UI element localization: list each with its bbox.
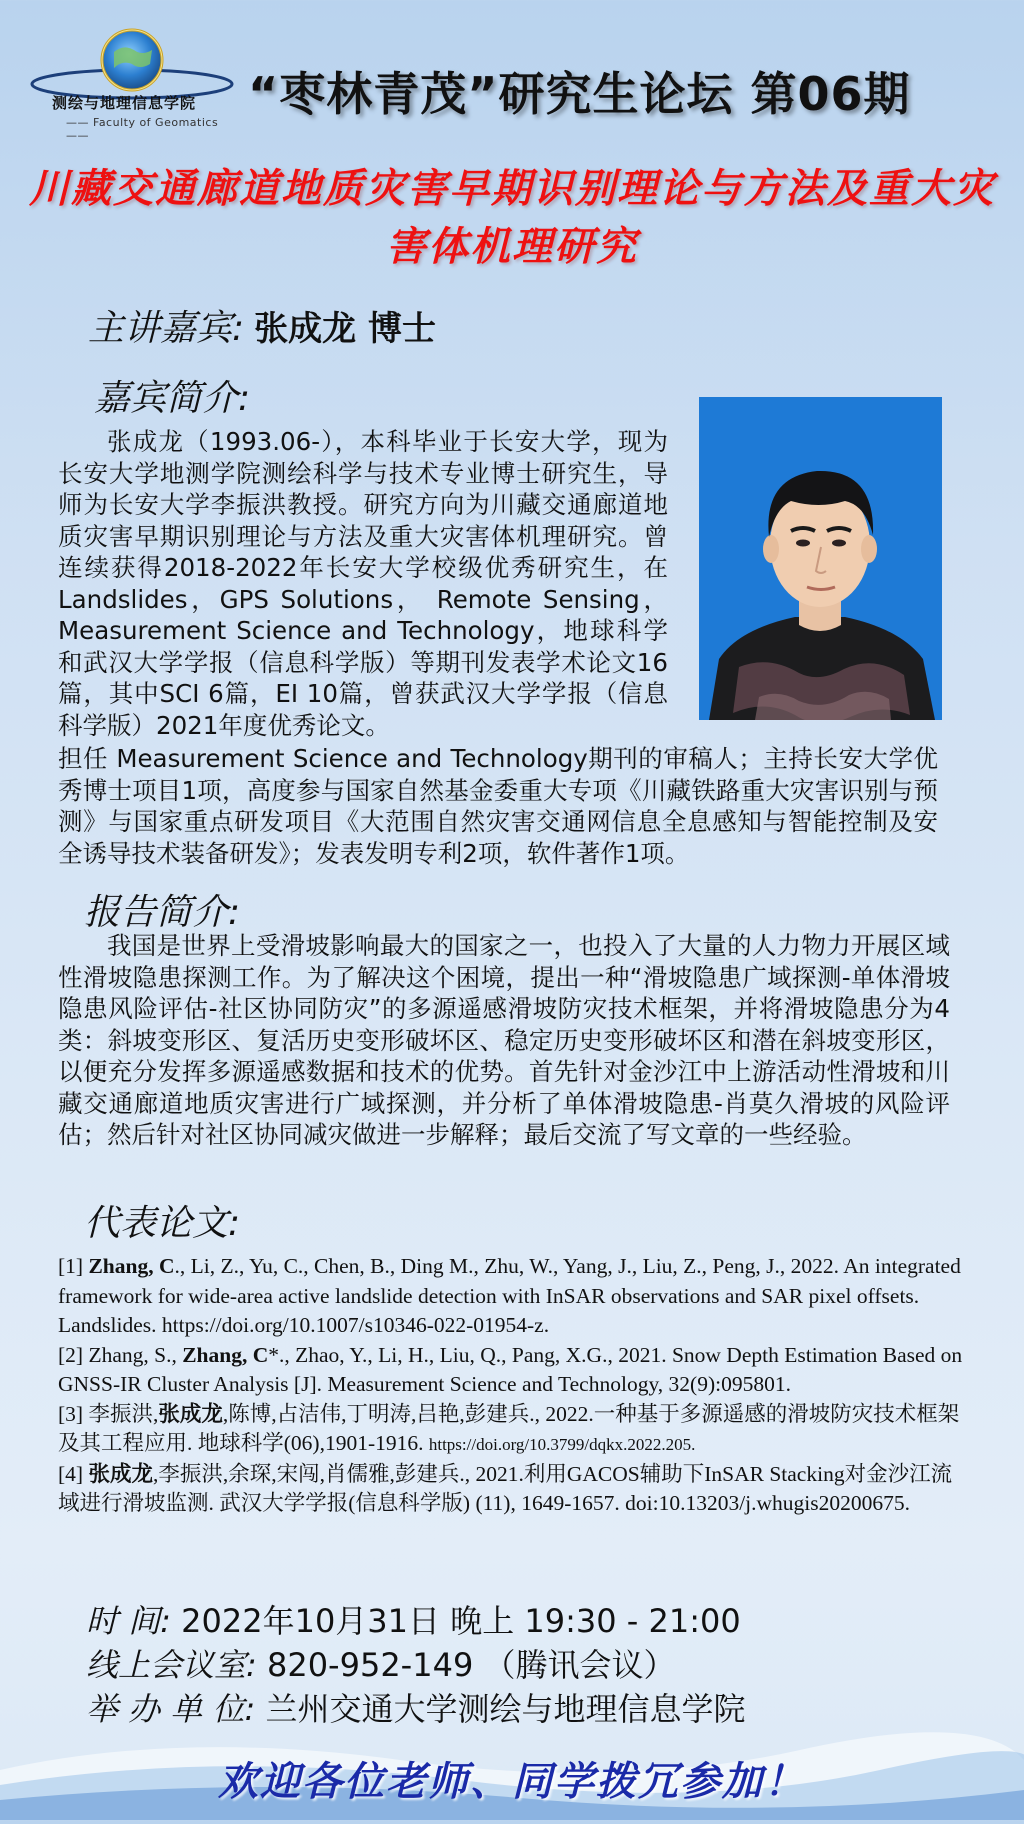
- paper-item-1: [58, 1252, 970, 1341]
- organizer-row: [86, 1684, 746, 1730]
- speaker-photo: [699, 397, 942, 720]
- paper-3-prefix: [3] 李振洪,: [58, 1401, 159, 1426]
- papers-label: 代表论文:: [84, 1203, 241, 1244]
- meeting-room-label: 线上会议室:: [86, 1646, 257, 1684]
- paper-2-author-highlight: Zhang, C: [182, 1342, 269, 1367]
- time-label: 时 间:: [86, 1602, 171, 1640]
- paper-1-prefix: [1]: [58, 1254, 89, 1278]
- logo-text-cn: 测绘与地理信息学院: [52, 94, 197, 112]
- speaker-name: 张成龙 博士: [254, 309, 436, 349]
- organizer-label: 举 办 单 位:: [86, 1690, 256, 1728]
- report-paragraph: 我国是世界上受滑坡影响最大的国家之一，也投入了大量的人力物力开展区域性滑坡隐患探测工作。为了解决这个困境，提出一种“滑坡隐患广域探测-单体滑坡隐患风险评估-社区协同防灾”的多源遥感滑坡防灾技术框架，并将滑坡隐患分为4类：斜坡变形区、复活历史变形破坏区、稳定历史变形破坏区和潜在斜坡变形区，以便充分发挥多源遥感数据和技术的优势。首先针对金沙江中上游活动性滑坡和川藏交通廊道地质灾害进行广域探测，并分析了单体滑坡隐患-肖莫久滑坡的风险评估；然后针对社区协同减灾做进一步解释；最后交流了写文章的一些经验。: [58, 931, 950, 1149]
- talk-title: 川藏交通廊道地质灾害早期识别理论与方法及重大灾害体机理研究: [29, 165, 995, 270]
- bio-paragraph-1: 张成龙（1993.06-），本科毕业于长安大学，现为长安大学地测学院测绘科学与技术专业博士研究生，导师为长安大学李振洪教授。研究方向为川藏交通廊道地质灾害早期识别理论与方法及重大灾害体机理研究。曾连续获得2018-2022年长安大学校级优秀研究生，在Landslides，GPS Solutions， Remote Sensing，Measurement Science and Technology，地球科学和武汉大学学报（信息科学版）等期刊发表学术论文16篇，其中SCI 6篇，EI 10篇，曾获武汉大学学报（信息科学版）2021年度优秀论文。: [58, 427, 668, 740]
- bio-paragraph-2: 担任 Measurement Science and Technology期刊的审稿人；主持长安大学优秀博士项目1项，高度参与国家自然基金委重大专项《川藏铁路重大灾害识别与预测》与国家重点研发项目《大范围自然灾害交通网信息全息感知与智能控制及安全诱导技术装备研发》；发表发明专利2项，软件著作1项。: [58, 744, 938, 868]
- paper-4-author-highlight: 张成龙: [88, 1461, 153, 1486]
- report-label: 报告简介:: [84, 892, 241, 933]
- portrait-icon: [699, 397, 942, 720]
- bio-label: 嘉宾简介:: [94, 378, 251, 419]
- forum-title: “枣林青茂”研究生论坛 第06期: [248, 67, 911, 121]
- time-row: [86, 1596, 741, 1642]
- paper-4-prefix: [4]: [58, 1461, 89, 1486]
- meeting-room-value: 820-952-149 （腾讯会议）: [266, 1646, 676, 1684]
- logo-text-en: —— Faculty of Geomatics ——: [66, 116, 219, 142]
- paper-3-citation: ,陈博,占洁伟,丁明涛,吕艳,彭建兵., 2022.一种基于多源遥感的滑坡防灾技术框架及其工程应用. 地球科学(06),1901-1916.: [58, 1401, 960, 1455]
- paper-4-citation: ,李振洪,余琛,宋闯,肖儒雅,彭建兵., 2021.利用GACOS辅助下InSAR Stacking对金沙江流域进行滑坡监测. 武汉大学学报(信息科学版) (11), 1649-1657. doi:10.13203/j.whugis20200675.: [58, 1461, 953, 1515]
- time-value: 2022年10月31日 晚上 19:30 - 21:00: [181, 1602, 741, 1640]
- speaker-label: 主讲嘉宾:: [88, 308, 245, 349]
- paper-list: [58, 1252, 970, 1519]
- paper-2-prefix: [2] Zhang, S.,: [58, 1342, 183, 1367]
- paper-3-author-highlight: 张成龙: [158, 1401, 223, 1426]
- organizer-value: 兰州交通大学测绘与地理信息学院: [265, 1690, 746, 1728]
- meeting-room-row: [86, 1640, 675, 1686]
- speaker-row: [88, 300, 436, 351]
- paper-3-doi: https://doi.org/10.3799/dqkx.2022.205.: [428, 1435, 696, 1454]
- paper-item-2: [58, 1341, 970, 1400]
- paper-item-3: [58, 1400, 970, 1460]
- welcome-banner: 欢迎各位老师、同学拨冗参加！: [218, 1758, 806, 1805]
- paper-item-4: [58, 1460, 970, 1519]
- paper-1-author-highlight: Zhang, C: [88, 1254, 175, 1278]
- paper-1-citation: ., Li, Z., Yu, C., Chen, B., Ding M., Zhu, W., Yang, J., Liu, Z., Peng, J., 2022. An integrated framework for wide-area active landslide detection with InSAR observations and SAR pixel offsets. Landslides. https://doi.org/10.1007/s10346-022-01954-z.: [58, 1254, 961, 1337]
- paper-2-citation: *., Zhao, Y., Li, H., Liu, Q., Pang, X.G., 2021. Snow Depth Estimation Based on GNSS-IR Cluster Analysis [J]. Measurement Science and Technology, 32(9):095801.: [58, 1342, 963, 1396]
- faculty-logo: [14, 26, 244, 142]
